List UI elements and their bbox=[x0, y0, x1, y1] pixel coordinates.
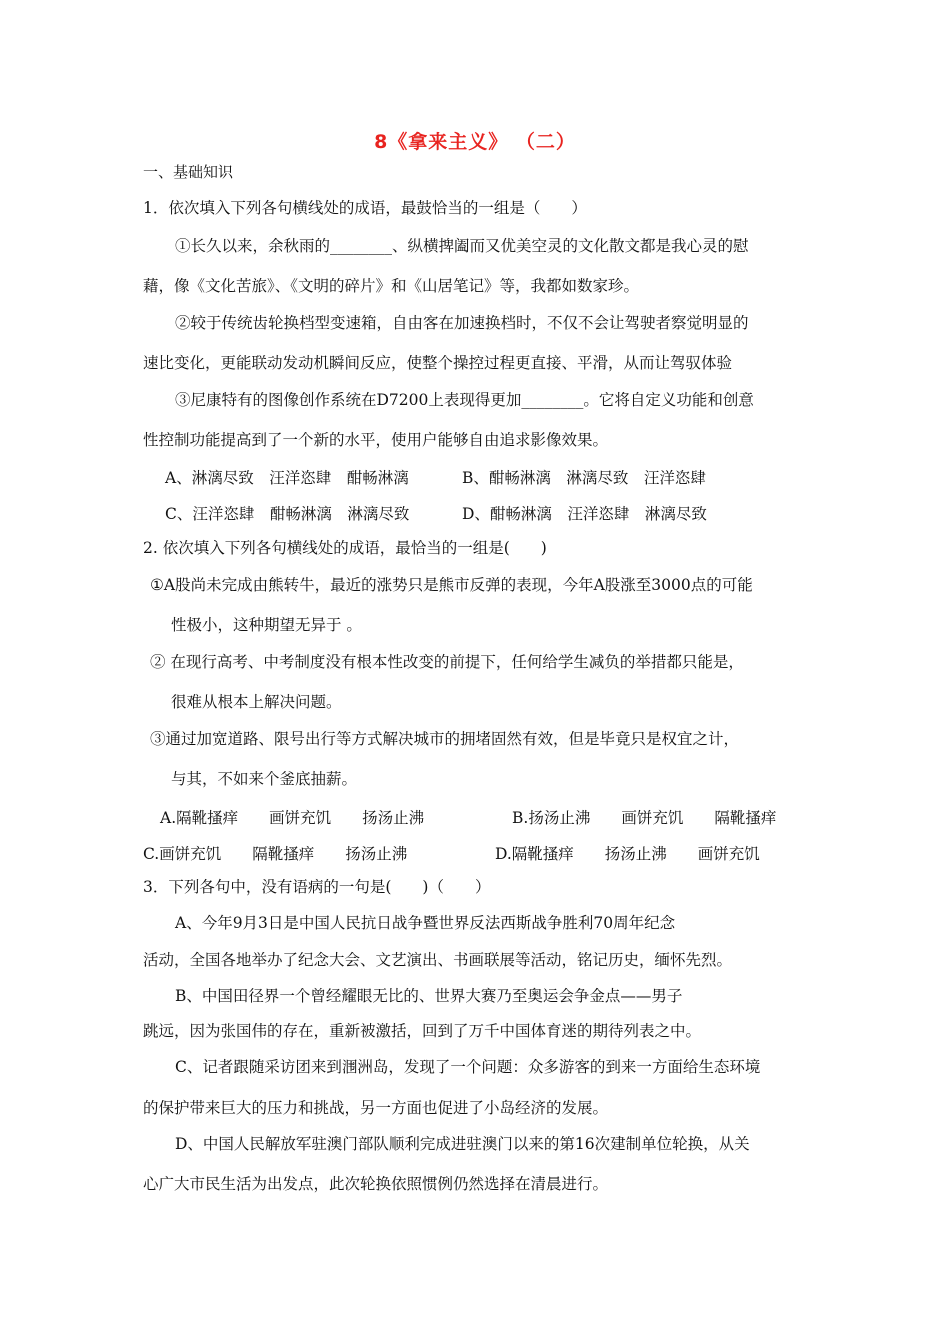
q2-sentence1-line2: 性极小，这种期望无异于 。 bbox=[171, 616, 362, 634]
document-title: 8《拿来主义》 （二） bbox=[374, 131, 576, 153]
q3-option-b-line1: B、中国田径界一个曾经耀眼无比的、世界大赛乃至奥运会争金点——男子 bbox=[175, 987, 683, 1005]
q1-option-a: A、淋漓尽致 汪洋恣肆 酣畅淋漓 bbox=[165, 469, 409, 487]
q3-stem: 3．下列各句中，没有语病的一句是( )（ ） bbox=[143, 878, 491, 896]
q3-option-c-line2: 的保护带来巨大的压力和挑战，另一方面也促进了小岛经济的发展。 bbox=[143, 1099, 609, 1117]
section-heading: 一、基础知识 bbox=[143, 163, 234, 181]
q1-stem: 1．依次填入下列各句横线处的成语，最鼓恰当的一组是（ ） bbox=[143, 199, 587, 217]
q1-option-c: C、汪洋恣肆 酣畅淋漓 淋漓尽致 bbox=[165, 505, 410, 523]
q3-option-d-line2: 心广大市民生活为出发点，此次轮换依照惯例仍然选择在清晨进行。 bbox=[143, 1175, 609, 1193]
q1-option-b: B、酣畅淋漓 淋漓尽致 汪洋恣肆 bbox=[462, 469, 706, 487]
q1-sentence3-line1: ③尼康特有的图像创作系统在D7200上表现得更加________。它将自定义功能和创意 bbox=[175, 391, 754, 409]
q2-sentence1-line1: ①A股尚未完成由熊转牛，最近的涨势只是熊市反弹的表现，今年A股涨至3000点的可能 bbox=[150, 576, 753, 594]
q3-option-b-line2: 跳远，因为张国伟的存在，重新被激括，回到了万千中国体育迷的期待列表之中。 bbox=[143, 1022, 702, 1040]
q2-stem: 2. 依次填入下列各句横线处的成语，最恰当的一组是( ) bbox=[143, 539, 547, 557]
q2-sentence2-line1: ② 在现行高考、中考制度没有根本性改变的前提下，任何给学生减负的举措都只能是， bbox=[150, 653, 744, 671]
q2-sentence2-line2: 很难从根本上解决问题。 bbox=[171, 693, 342, 711]
q2-option-d: D.隔靴搔痒 扬汤止沸 画饼充饥 bbox=[495, 845, 760, 863]
q1-sentence2-line1: ②较于传统齿轮换档型变速箱，自由客在加速换档时，不仅不会让驾驶者察觉明显的 bbox=[175, 314, 749, 332]
q3-option-a-line1: A、今年9月3日是中国人民抗日战争暨世界反法西斯战争胜利70周年纪念 bbox=[175, 914, 676, 932]
q3-option-d-line1: D、中国人民解放军驻澳门部队顺利完成进驻澳门以来的第16次建制单位轮换，从关 bbox=[175, 1135, 750, 1153]
q1-sentence1-line1: ①长久以来，余秋雨的________、纵横捭阖而又优美空灵的文化散文都是我心灵的慰 bbox=[175, 237, 749, 255]
q1-sentence3-line2: 性控制功能提高到了一个新的水平，使用户能够自由追求影像效果。 bbox=[143, 431, 609, 449]
q2-option-a: A.隔靴搔痒 画饼充饥 扬汤止沸 bbox=[160, 809, 425, 827]
q2-sentence3-line1: ③通过加宽道路、限号出行等方式解决城市的拥堵固然有效，但是毕竟只是权宜之计， bbox=[150, 730, 740, 748]
q3-option-a-line2: 活动，全国各地举办了纪念大会、文艺演出、书画联展等活动，铭记历史，缅怀先烈。 bbox=[143, 951, 733, 969]
q1-option-d: D、酣畅淋漓 汪洋恣肆 淋漓尽致 bbox=[462, 505, 707, 523]
q1-sentence2-line2: 速比变化，更能联动发动机瞬间反应，使整个操控过程更直接、平滑，从而让驾驭体验 bbox=[143, 354, 733, 372]
q2-option-c: C.画饼充饥 隔靴搔痒 扬汤止沸 bbox=[143, 845, 408, 863]
q2-option-b: B.扬汤止沸 画饼充饥 隔靴搔痒 bbox=[512, 809, 777, 827]
q2-sentence3-line2: 与其，不如来个釜底抽薪。 bbox=[171, 770, 358, 788]
q1-sentence1-line2: 藉，像《文化苦旅》、《文明的碎片》和《山居笔记》等，我都如数家珍。 bbox=[143, 277, 640, 295]
q3-option-c-line1: C、记者跟随采访团来到涠洲岛，发现了一个问题：众多游客的到来一方面给生态环境 bbox=[175, 1058, 761, 1076]
